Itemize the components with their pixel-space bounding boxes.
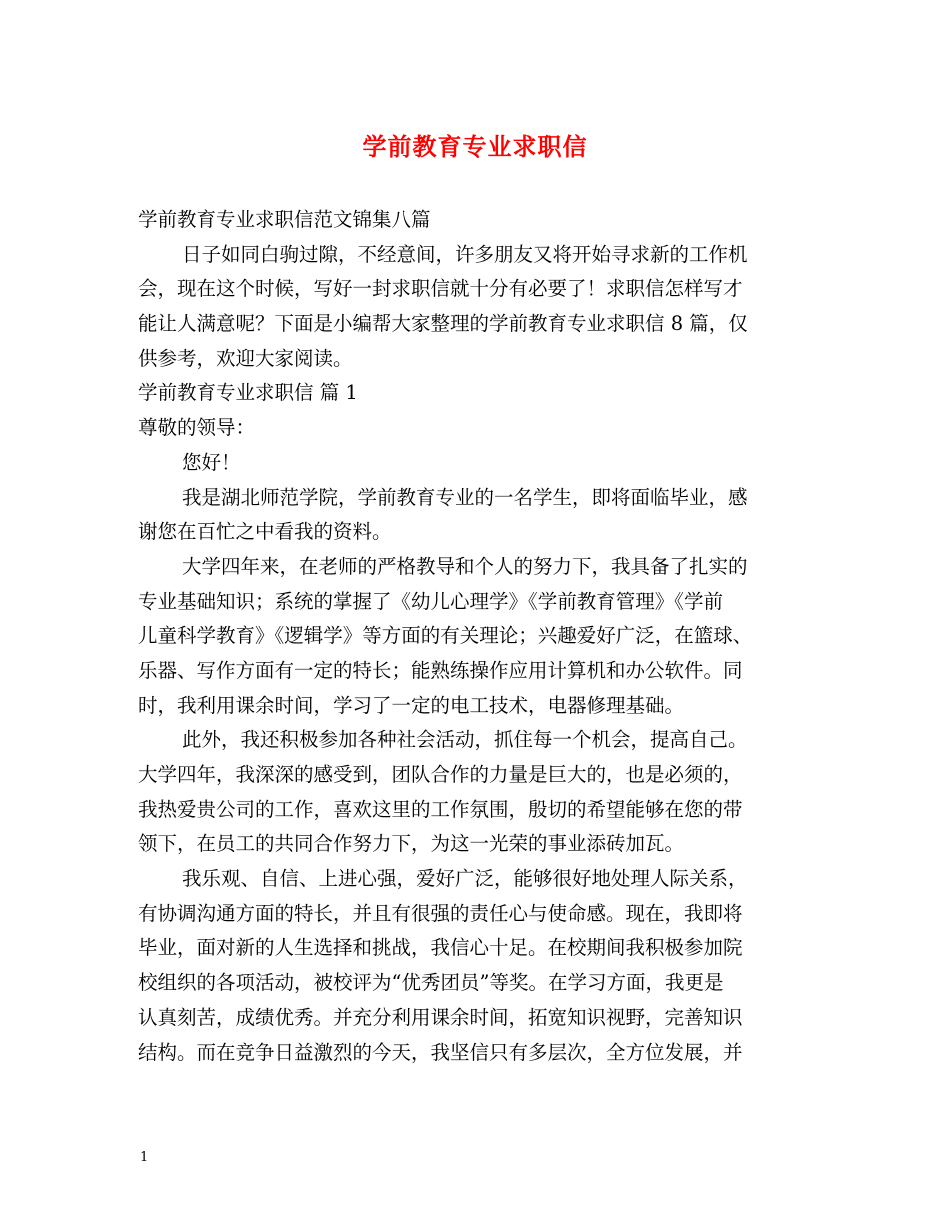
salutation: 尊敬的领导： <box>138 416 256 440</box>
letter-line: 领下，在员工的共同合作努力下，为这一光荣的事业添砖加瓦。 <box>138 832 685 856</box>
letter-line: 毕业，面对新的人生选择和挑战，我信心十足。在校期间我积极参加院 <box>138 936 743 960</box>
letter-line: 有协调沟通方面的特长，并且有很强的责任心与使命感。现在，我即将 <box>138 901 743 925</box>
letter-line: 校组织的各项活动，被校评为“优秀团员”等奖。在学习方面，我更是 <box>138 971 724 995</box>
letter-line: 儿童科学教育》《逻辑学》等方面的有关理论；兴趣爱好广泛，在篮球、 <box>138 624 753 648</box>
document-body <box>138 203 824 1070</box>
letter-line: 大学四年来，在老师的严格教导和个人的努力下，我具备了扎实的 <box>182 554 748 578</box>
letter-line: 专业基础知识；系统的掌握了《幼儿心理学》《学前教育管理》《学前 <box>138 589 724 613</box>
letter-line: 谢您在百忙之中看我的资料。 <box>138 520 392 544</box>
page-number: 1 <box>140 1150 149 1165</box>
letter-line: 乐器、写作方面有一定的特长；能熟练操作应用计算机和办公软件。同 <box>138 658 743 682</box>
document-title: 学前教育专业求职信 <box>362 132 588 161</box>
intro-line: 会，现在这个时候，写好一封求职信就十分有必要了！求职信怎样写才 <box>138 277 743 301</box>
intro-line: 供参考，欢迎大家阅读。 <box>138 346 353 370</box>
letter-line: 结构。而在竞争日益激烈的今天，我坚信只有多层次，全方位发展，并 <box>138 1040 743 1064</box>
intro-line: 日子如同白驹过隙，不经意间，许多朋友又将开始寻求新的工作机 <box>182 242 748 266</box>
section-heading: 学前教育专业求职信 篇 1 <box>138 381 358 405</box>
letter-line: 大学四年，我深深的感受到，团队合作的力量是巨大的，也是必须的， <box>138 763 743 786</box>
letter-line: 我乐观、自信、上进心强，爱好广泛，能够很好地处理人际关系， <box>182 867 748 891</box>
letter-line: 此外，我还积极参加各种社会活动，抓住每一个机会，提高自己。 <box>182 728 748 752</box>
intro-line: 能让人满意呢？下面是小编帮大家整理的学前教育专业求职信 8 篇，仅 <box>138 312 748 336</box>
letter-line: 认真刻苦，成绩优秀。并充分利用课余时间，拓宽知识视野，完善知识 <box>138 1005 743 1029</box>
letter-line: 时，我利用课余时间，学习了一定的电工技术，电器修理基础。 <box>138 693 685 717</box>
collection-heading: 学前教育专业求职信范文锦集八篇 <box>138 208 431 231</box>
letter-line: 我热爱贵公司的工作，喜欢这里的工作氛围，殷切的希望能够在您的带 <box>138 797 743 821</box>
letter-line: 我是湖北师范学院，学前教育专业的一名学生，即将面临毕业，感 <box>182 485 748 509</box>
greeting: 您好！ <box>182 450 241 474</box>
